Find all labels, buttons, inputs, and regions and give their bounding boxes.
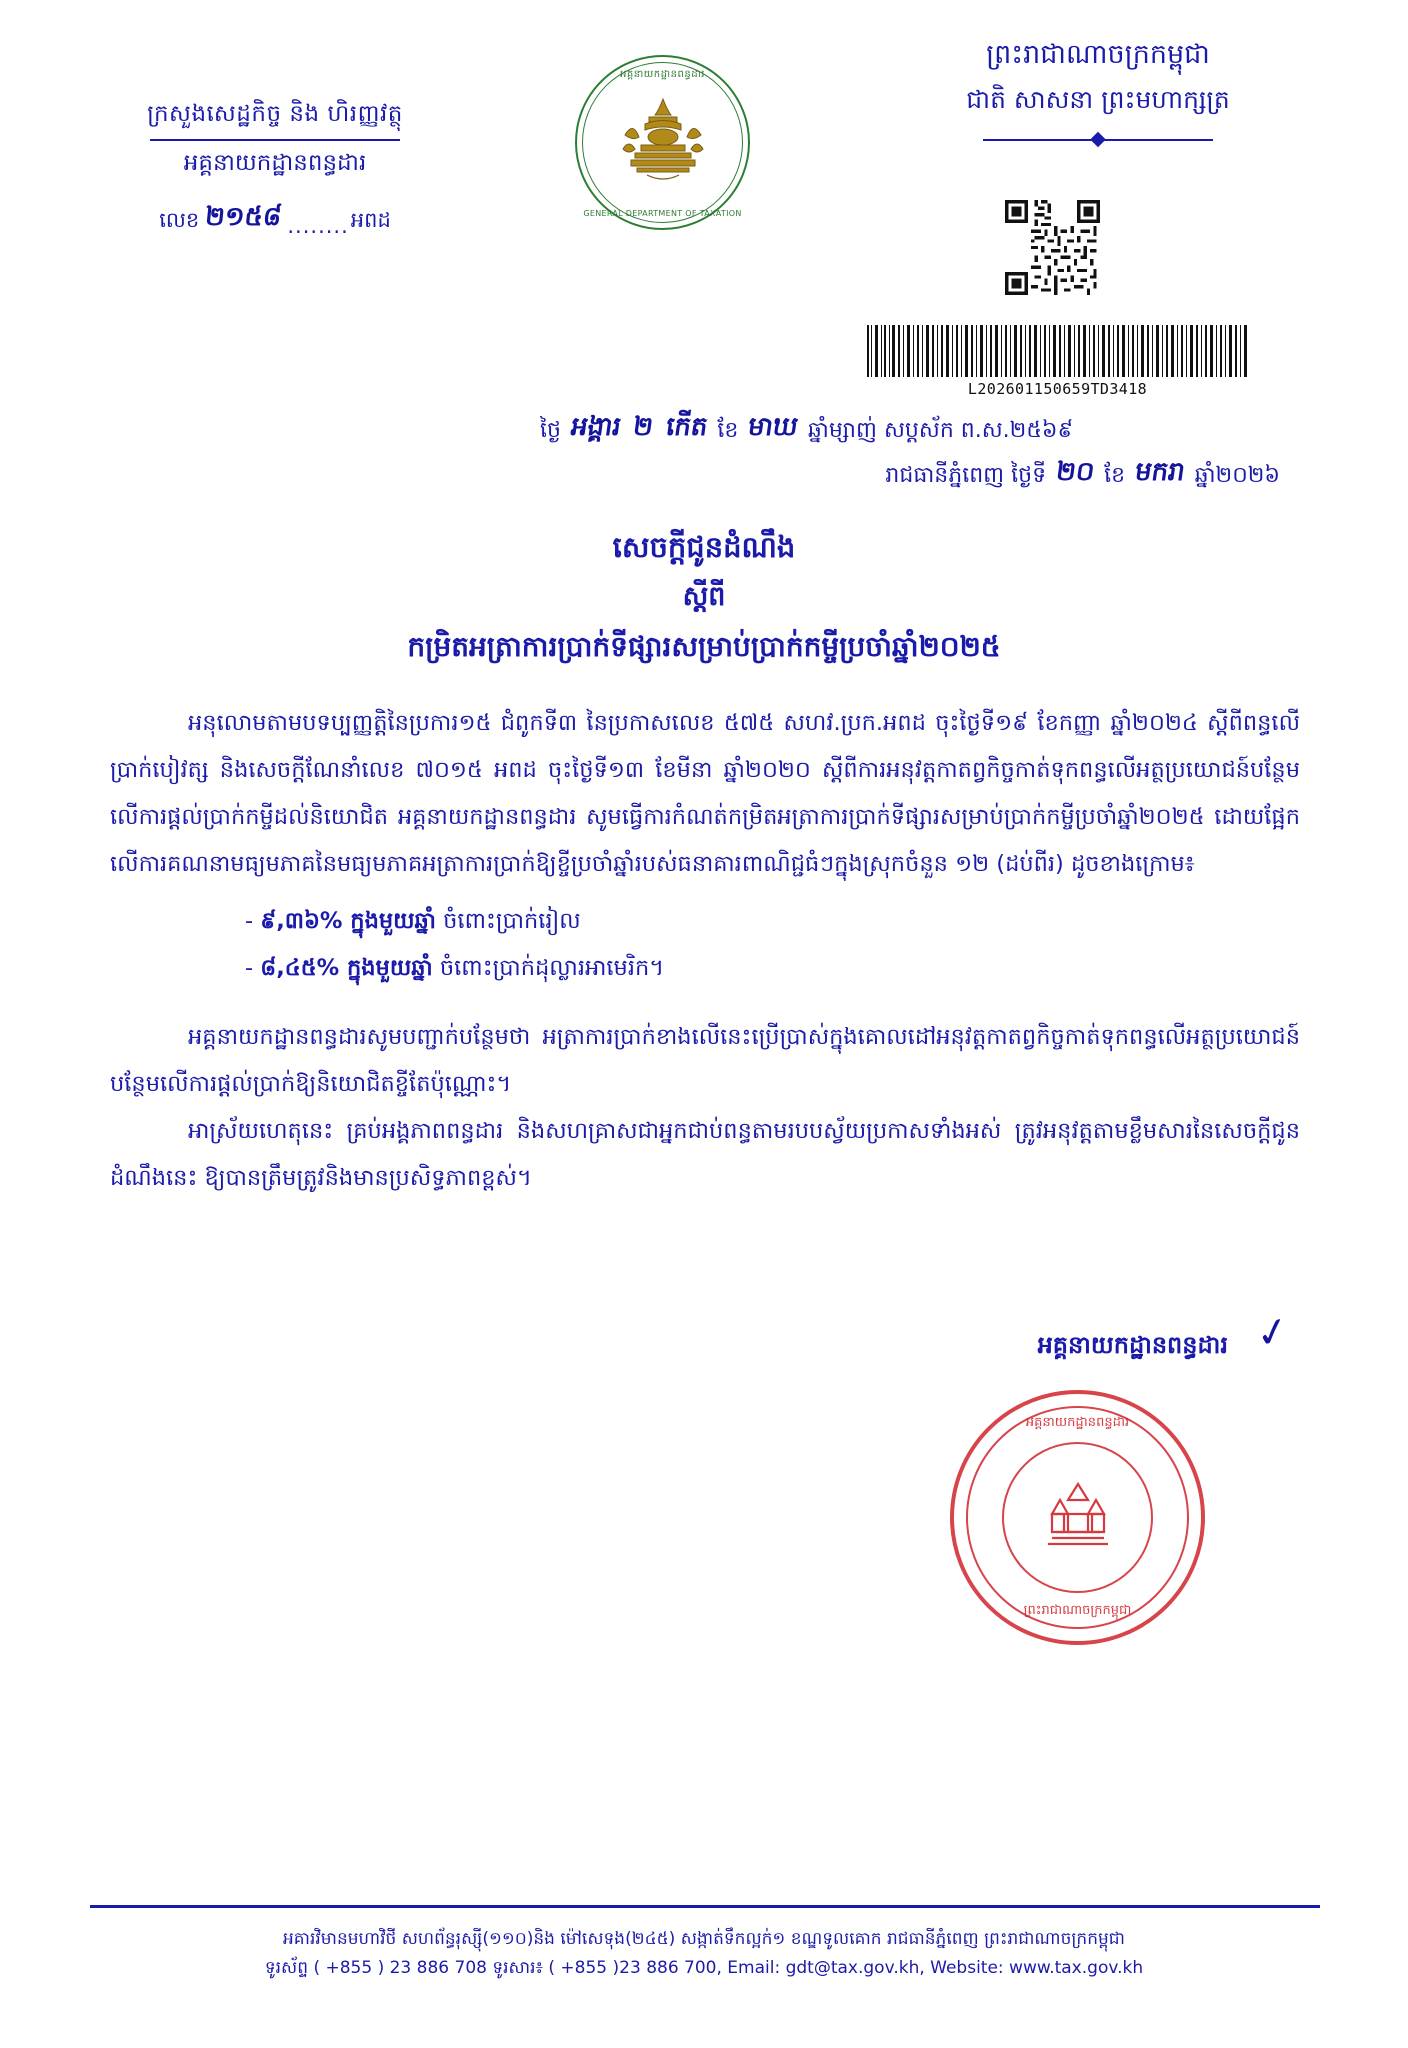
rate-value-riel: ៩,៣៦% ក្នុងមួយឆ្នាំ	[260, 908, 436, 934]
department-name: អគ្គនាយកដ្ឋានពន្ធដារ	[183, 150, 367, 176]
date-year: ឆ្នាំ២០២៦	[1194, 463, 1280, 488]
reference-number-row	[60, 200, 490, 238]
date-day-number: ២០	[1054, 457, 1097, 487]
document-body	[110, 700, 1300, 1202]
date-lunar-phase: កើត	[664, 412, 710, 442]
date-gregorian-line	[540, 455, 1375, 493]
paragraph-spacer	[110, 992, 1300, 1014]
bullet-dash-2: -	[245, 955, 254, 981]
date-buddhist-year: ឆ្នាំម្សាញ់ សប្ដស័ក ព.ស.២៥៦៩	[807, 418, 1074, 443]
rate-value-usd: ៨,៤៥% ក្នុងមួយឆ្នាំ	[260, 955, 433, 981]
stamp-bottom-text: ព្រះរាជាណាចក្រកម្ពុជា	[1023, 1603, 1132, 1618]
rate-list	[110, 898, 1300, 992]
document-subject: កម្រិតអត្រាការប្រាក់ទីផ្សារសម្រាប់ប្រាក់កម្ចីប្រចាំឆ្នាំ២០២៥	[407, 630, 1001, 663]
footer-address: អគារវិមានមហាវិថី សហព័ន្ធរុស្ស៊ី(១១០)និង ម៉ៅសេទុង(២៤៥) សង្កាត់ទឹកល្អក់១ ខណ្ឌទូលគោក រាជធានីភ្នំពេញ ព្រះរាជាណាចក្រកម្ពុជា	[283, 1929, 1125, 1949]
footer-divider	[90, 1905, 1320, 1908]
reference-label: លេខ	[159, 208, 200, 232]
signature-title: អគ្គនាយកដ្ឋានពន្ធដារ	[1037, 1331, 1228, 1359]
emblem-bottom-text: GENERAL DEPARTMENT OF TAXATION	[583, 209, 742, 218]
kingdom-motto: ជាតិ សាសនា ព្រះមហាក្សត្រ	[966, 85, 1230, 114]
body-paragraph-2: អគ្គនាយកដ្ឋានពន្ធដារសូមបញ្ជាក់បន្ថែមថា អត្រាការប្រាក់ខាងលើនេះប្រើប្រាស់ក្នុងគោលដៅអនុវត្តកាតព្វកិច្ចកាត់ទុកពន្ធលើអត្ថប្រយោជន៍បន្ថែមលើការផ្ដល់ប្រាក់ឱ្យនិយោជិតខ្ចីតែប៉ុណ្ណោះ។	[110, 1024, 1300, 1097]
rate-item-usd	[110, 945, 1300, 992]
date-prefix: ថ្ងៃ	[540, 418, 561, 443]
date-kae-2: ខែ	[1104, 463, 1126, 488]
stamp-temple-icon	[1018, 1458, 1138, 1578]
date-lunar-month: មាឃ	[746, 412, 801, 442]
footer-contact: ទូរស័ព្ទ ( +855 ) 23 886 708 ទូរសារ៖ ( +855 )23 886 700, Email: gdt@tax.gov.kh, Website: www.tax.gov.kh	[264, 1958, 1144, 1978]
emblem-crest-icon	[611, 91, 715, 195]
date-month-name: មករា	[1133, 457, 1187, 487]
rate-currency-usd: ចំពោះប្រាក់ដុល្លារអាមេរិក។	[432, 955, 665, 981]
ornament-divider	[983, 131, 1213, 147]
ornament-diamond	[1090, 132, 1106, 148]
ministry-divider	[150, 139, 400, 141]
body-paragraph-3: អាស្រ័យហេតុនេះ គ្រប់អង្គភាពពន្ធដារ និងសហគ្រាសជាអ្នកជាប់ពន្ធតាមរបបស្វ័យប្រកាសទាំងអស់ ត្រូវអនុវត្តតាមខ្លឹមសារនៃសេចក្ដីជូនដំណឹងនេះ ឱ្យបានត្រឹមត្រូវនិងមានប្រសិទ្ធភាពខ្ពស់។	[110, 1118, 1300, 1191]
document-header	[0, 0, 1408, 398]
rate-item-riel	[110, 898, 1300, 945]
kingdom-title-block	[858, 38, 1338, 147]
stamp-top-text: អគ្គនាយកដ្ឋានពន្ធដារ	[1025, 1415, 1130, 1430]
reference-dots: ........	[287, 214, 349, 238]
barcode-number: L202601150659TD3418	[967, 380, 1148, 398]
signature-mark: ✓	[1252, 1307, 1295, 1359]
ministry-name: ក្រសួងសេដ្ឋកិច្ច និង ហិរញ្ញវត្ថុ	[147, 101, 403, 127]
ministry-block	[60, 100, 490, 238]
body-paragraph-1: អនុលោមតាមបទប្បញ្ញត្តិនៃប្រការ១៥ ជំពូកទី៣ នៃប្រកាសលេខ ៥៧៥ សហវ.ប្រក.អពដ ចុះថ្ងៃទី១៩ ខែកញ្ញា ឆ្នាំ២០២៤ ស្ដីពីពន្ធលើប្រាក់បៀវត្ស និងសេចក្ដីណែនាំលេខ ៧០១៥ អពដ ចុះថ្ងៃទី១៣ ខែមីនា ឆ្នាំ២០២០ ស្ដីពីការអនុវត្តកាតព្វកិច្ចកាត់ទុកពន្ធលើអត្ថប្រយោជន៍បន្ថែមលើការផ្ដល់ប្រាក់កម្ចីដល់និយោជិត អគ្គនាយកដ្ឋានពន្ធដារ សូមធ្វើការកំណត់កម្រិតអត្រាការប្រាក់ទីផ្សារសម្រាប់ប្រាក់កម្ចីប្រចាំឆ្នាំ២០២៥ ដោយផ្អែកលើការគណនាមធ្យមភាគនៃមធ្យមភាគអត្រាការប្រាក់ឱ្យខ្ចីប្រចាំឆ្នាំរបស់ធនាគារពាណិជ្ជធំៗក្នុងស្រុកចំនួន ១២ (ដប់ពីរ) ដូចខាងក្រោម៖	[110, 710, 1300, 877]
date-city: រាជធានីភ្នំពេញ ថ្ងៃទី	[885, 463, 1047, 488]
document-footer	[0, 1925, 1408, 1983]
barcode-icon	[865, 325, 1250, 377]
qr-code-icon	[1005, 200, 1100, 295]
document-subtitle-label: ស្ដីពី	[682, 581, 726, 612]
rate-currency-riel: ចំពោះប្រាក់រៀល	[436, 908, 581, 934]
reference-number: ២១៥៨	[203, 202, 284, 232]
official-stamp	[950, 1390, 1205, 1645]
date-lunar-number: ២	[631, 412, 656, 442]
bullet-dash: -	[245, 908, 254, 934]
kingdom-name: ព្រះរាជាណាចក្រកម្ពុជា	[986, 39, 1210, 70]
date-buddhist-line	[540, 410, 1280, 448]
date-day-name: អង្គារ	[569, 412, 623, 442]
document-title: សេចក្ដីជូនដំណឹង	[612, 530, 796, 564]
document-title-block	[0, 530, 1408, 670]
reference-suffix: អពដ	[350, 208, 391, 232]
gdt-emblem-icon	[575, 55, 750, 230]
date-kae: ខែ	[717, 418, 739, 443]
emblem-top-text: អគ្គនាយកដ្ឋានពន្ធដារ	[620, 69, 705, 80]
